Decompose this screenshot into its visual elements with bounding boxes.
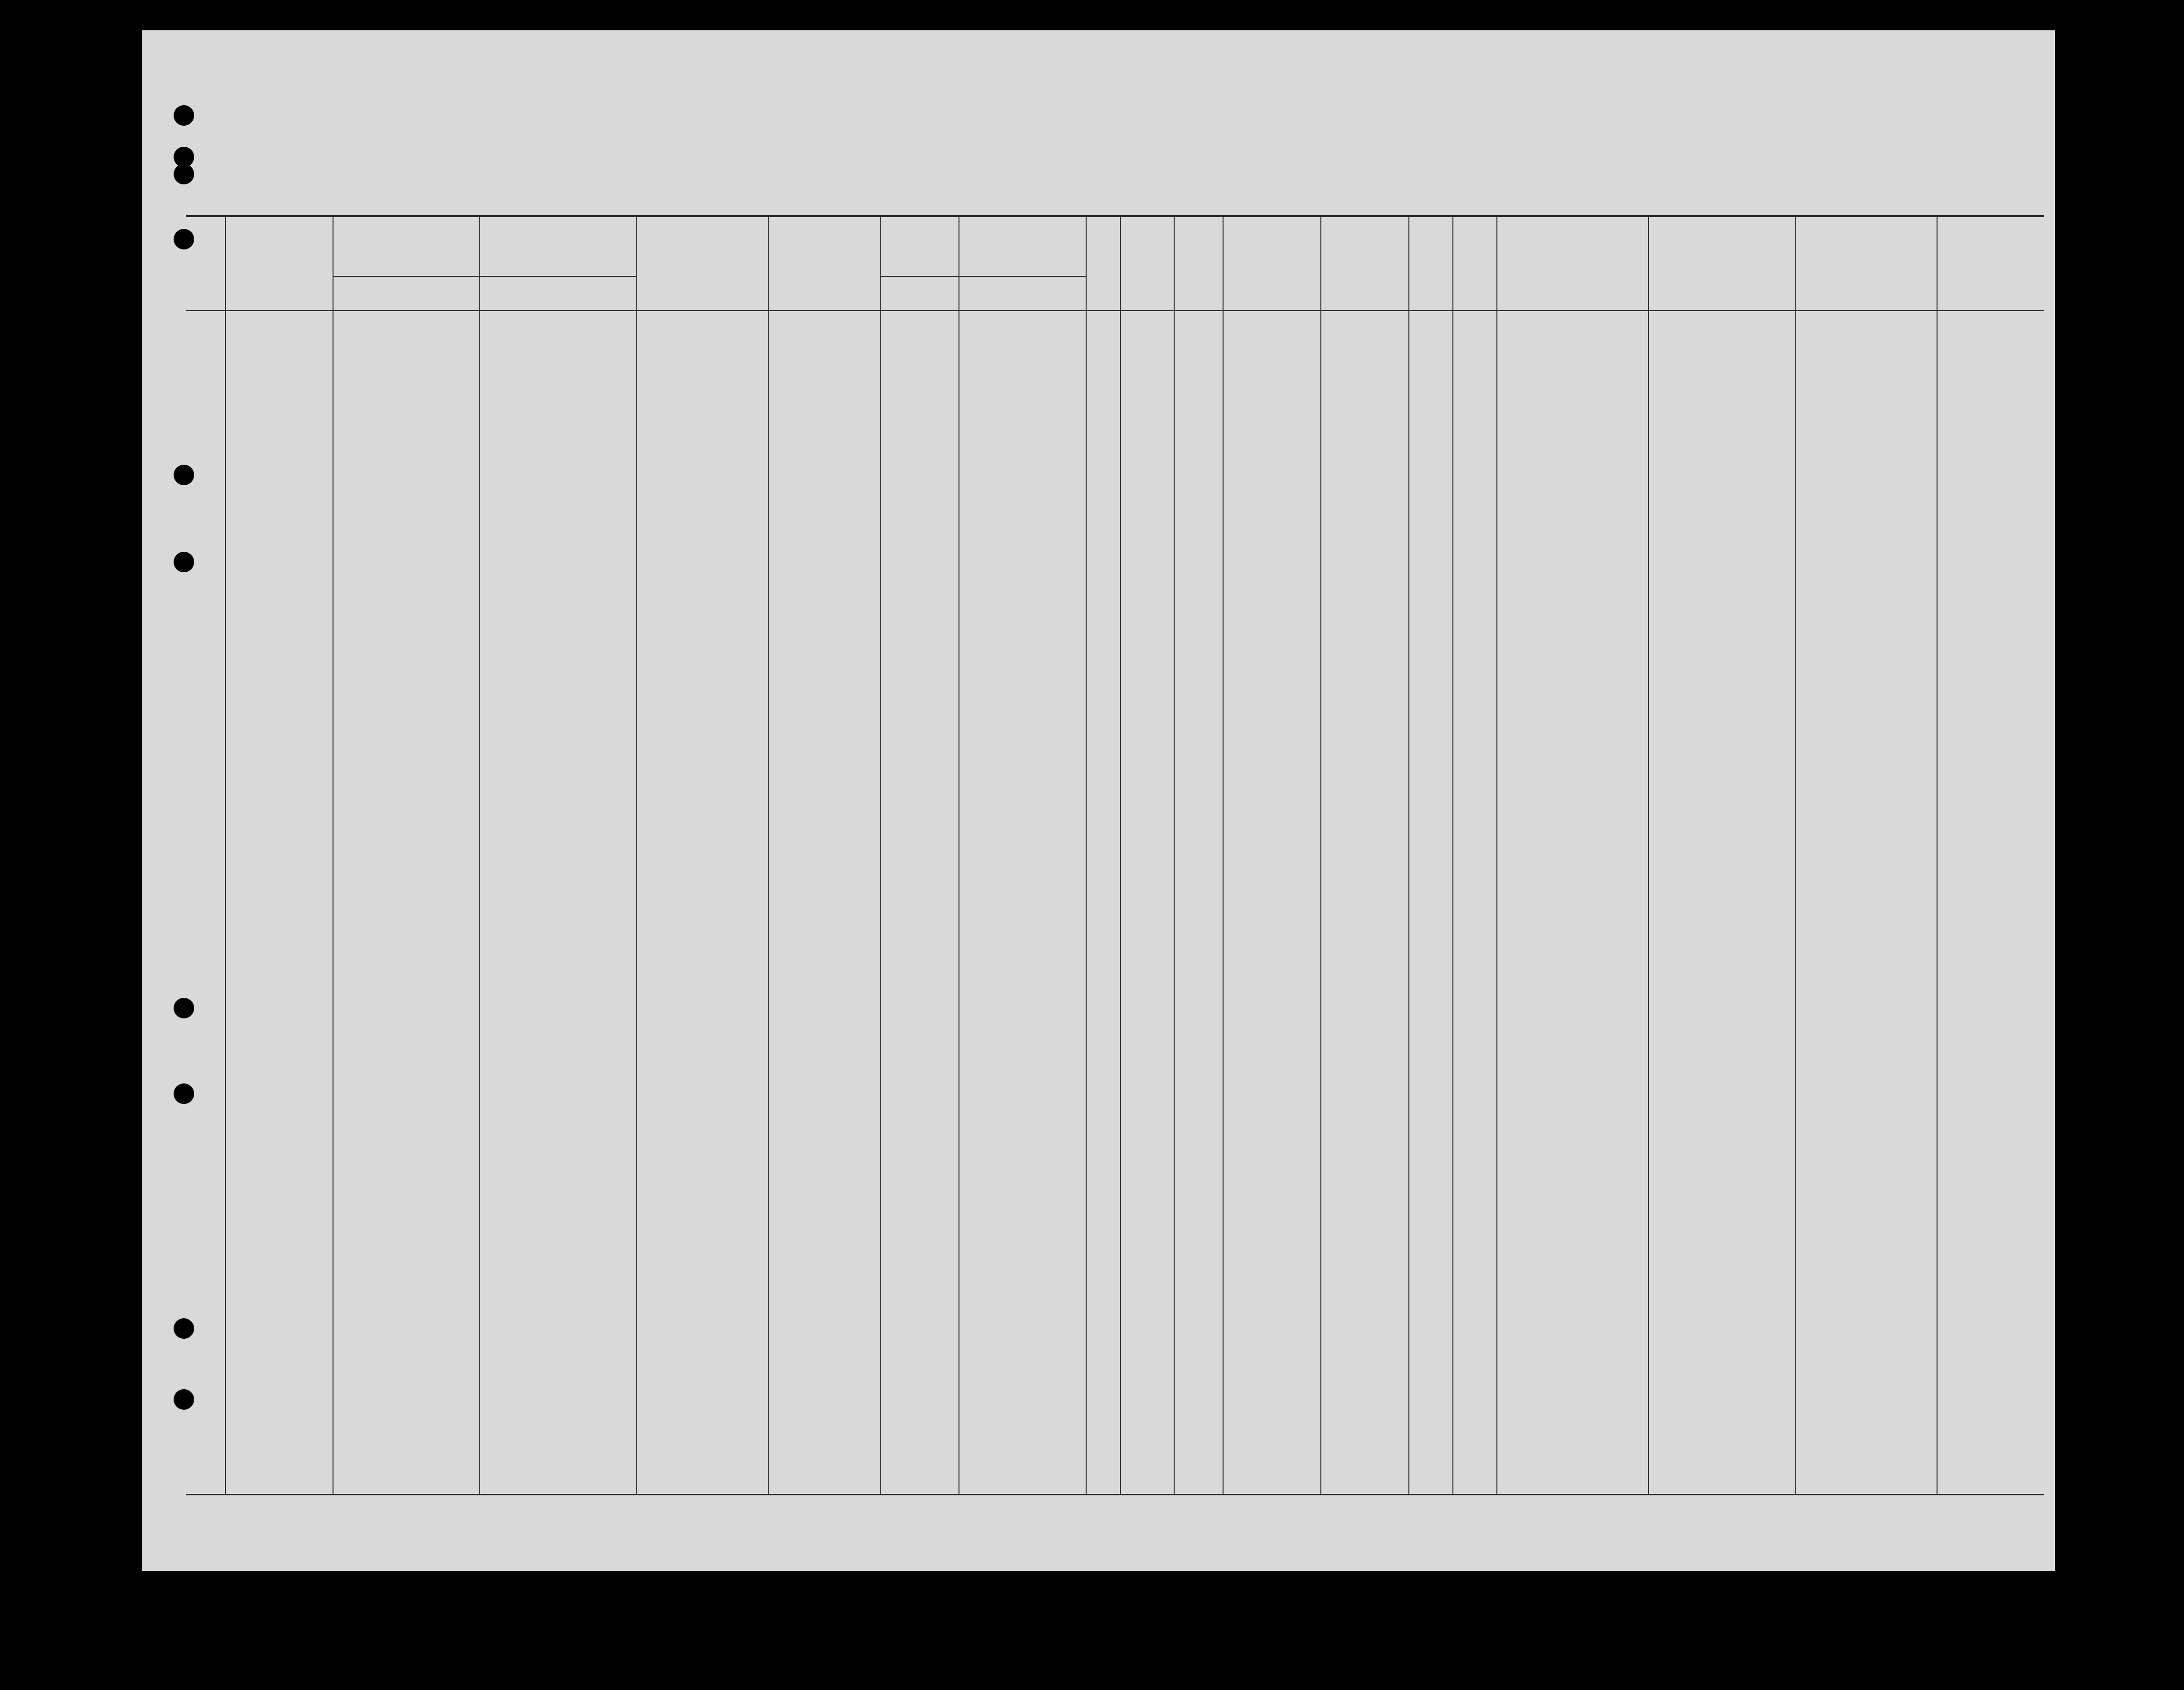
- column-header: [639, 237, 765, 330]
- column-header: [1177, 237, 1220, 330]
- column-header: [1323, 237, 1405, 330]
- column-rule: [1452, 217, 1453, 1494]
- crew-table: [186, 215, 2044, 1495]
- column-rule: [225, 217, 226, 1494]
- manifest-sheet: [142, 30, 2055, 1571]
- column-subheader: [479, 288, 636, 303]
- column-rule: [1223, 217, 1224, 1494]
- column-rule: [479, 217, 480, 1494]
- column-header: [1798, 237, 1934, 330]
- subheader-rule: [333, 276, 636, 277]
- column-rule: [333, 217, 334, 1494]
- column-rule: [768, 217, 769, 1494]
- column-rule: [1174, 217, 1175, 1494]
- column-header: [1123, 237, 1171, 330]
- punch-hole: [174, 1389, 194, 1410]
- column-subheader: [958, 288, 1086, 303]
- column-rule: [1086, 217, 1087, 1494]
- punch-hole: [174, 552, 194, 572]
- column-subheader: [880, 288, 958, 303]
- column-rule: [1496, 217, 1497, 1494]
- column-rule: [880, 217, 881, 1494]
- column-subheader: [333, 288, 479, 303]
- column-rule: [1648, 217, 1649, 1494]
- column-rule: [958, 217, 959, 1494]
- column-rule: [1408, 217, 1409, 1494]
- punch-hole: [174, 164, 194, 184]
- punch-hole: [174, 105, 194, 126]
- column-header: [1411, 237, 1449, 330]
- column-rule: [1795, 217, 1796, 1494]
- vessel-line: [435, 158, 1951, 192]
- punch-hole: [174, 998, 194, 1018]
- column-rule: [636, 217, 637, 1494]
- column-header: [1089, 237, 1117, 330]
- column-header: [335, 239, 633, 332]
- footer: [186, 1498, 2044, 1571]
- column-header: [1226, 237, 1317, 330]
- punch-hole: [174, 1083, 194, 1104]
- column-header: [1651, 237, 1792, 330]
- subheader-rule: [880, 276, 1086, 277]
- column-rule: [1320, 217, 1321, 1494]
- column-header: [883, 239, 1083, 332]
- punch-hole: [174, 229, 194, 249]
- column-rule: [1120, 217, 1121, 1494]
- punch-hole: [174, 465, 194, 485]
- column-header: [189, 237, 222, 330]
- column-header: [1499, 237, 1645, 330]
- column-header: [1939, 237, 2041, 330]
- column-header: [228, 237, 330, 330]
- column-header: [1455, 237, 1493, 330]
- column-rule: [1937, 217, 1938, 1494]
- punch-hole: [174, 1318, 194, 1339]
- column-header: [771, 237, 877, 330]
